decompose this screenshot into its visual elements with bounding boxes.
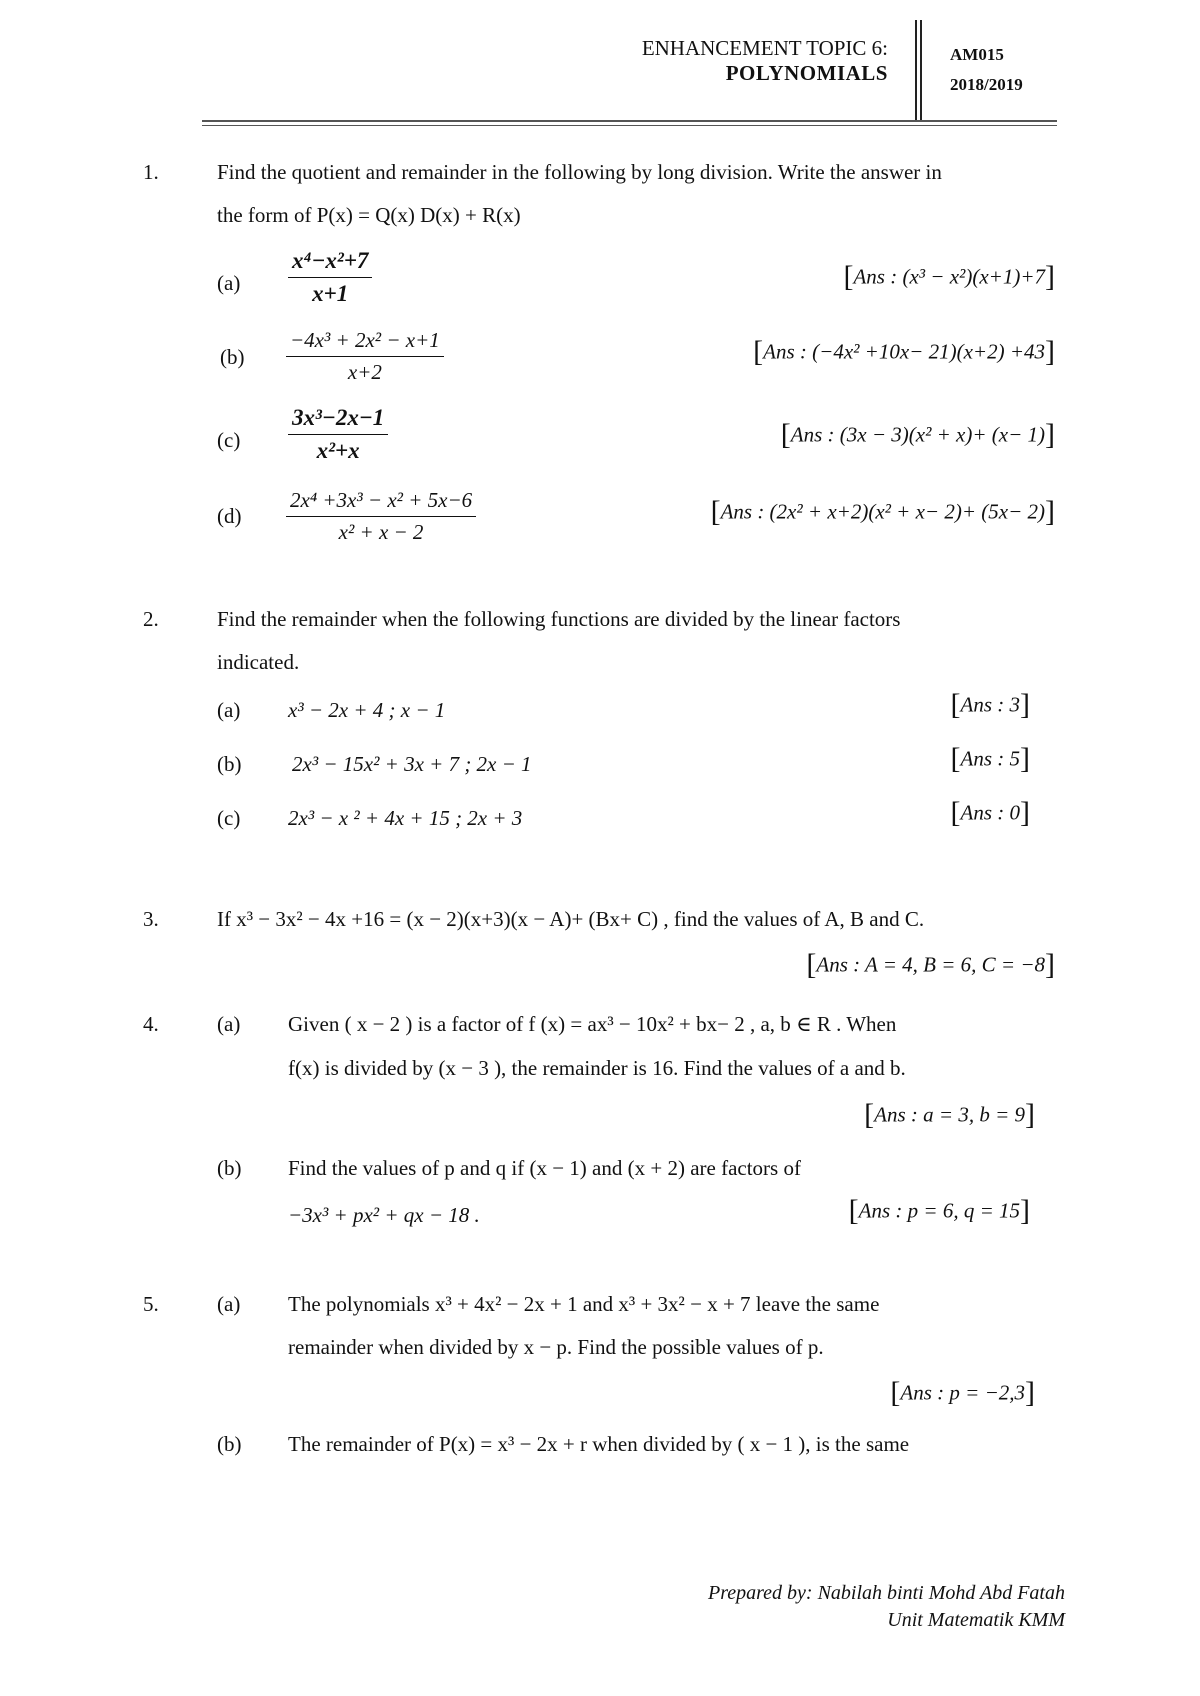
footer bbox=[708, 1580, 1065, 1634]
q4b-line1: Find the values of p and q if (x − 1) and (x + 2) are factors of bbox=[288, 1156, 801, 1180]
q2-number: 2. bbox=[143, 607, 159, 631]
q1c-fraction bbox=[288, 405, 388, 464]
q2c-answer: [Ans : 0] bbox=[950, 796, 1030, 829]
q4b-line2: −3x³ + px² + qx − 18 . bbox=[288, 1203, 480, 1227]
q4a-answer: [Ans : a = 3, b = 9] bbox=[864, 1098, 1035, 1131]
q1b-answer: [Ans : (−4x² +10x− 21)(x+2) +43] bbox=[753, 335, 1055, 368]
q4-number: 4. bbox=[143, 1012, 159, 1036]
q2b-label: (b) bbox=[217, 752, 242, 776]
q1a-denominator: x+1 bbox=[312, 281, 349, 306]
q1d-denominator: x² + x − 2 bbox=[338, 520, 424, 544]
q2a-answer: [Ans : 3] bbox=[950, 688, 1030, 721]
q5a-line2: remainder when divided by x − p. Find the possible values of p. bbox=[288, 1335, 824, 1359]
q1d-numerator: 2x⁴ +3x³ − x² + 5x−6 bbox=[286, 488, 476, 517]
q2c-expression: 2x³ − x ² + 4x + 15 ; 2x + 3 bbox=[288, 806, 523, 830]
q5b-label: (b) bbox=[217, 1432, 242, 1456]
q2b-expression: 2x³ − 15x² + 3x + 7 ; 2x − 1 bbox=[292, 752, 532, 776]
session: 2018/2019 bbox=[950, 75, 1023, 94]
q2a-label: (a) bbox=[217, 698, 241, 722]
q5a-label: (a) bbox=[217, 1292, 241, 1316]
q4b-answer: [Ans : p = 6, q = 15] bbox=[848, 1194, 1030, 1227]
header-topic bbox=[560, 36, 888, 86]
q1-text-line1: Find the quotient and remainder in the following by long division. Write the answer in bbox=[217, 160, 942, 184]
q1b-label: (b) bbox=[220, 345, 245, 369]
q5b-line1: The remainder of P(x) = x³ − 2x + r when divided by ( x − 1 ), is the same bbox=[288, 1432, 910, 1456]
q1b-numerator: −4x³ + 2x² − x+1 bbox=[286, 328, 444, 357]
topic-line1: ENHANCEMENT TOPIC 6: bbox=[641, 36, 888, 60]
course-code: AM015 bbox=[950, 45, 1004, 64]
q1b-fraction bbox=[286, 328, 444, 385]
q1d-label: (d) bbox=[217, 504, 242, 528]
q3-number: 3. bbox=[143, 907, 159, 931]
q5-number: 5. bbox=[143, 1292, 159, 1316]
q1c-answer: [Ans : (3x − 3)(x² + x)+ (x− 1)] bbox=[780, 418, 1055, 451]
q1b-denominator: x+2 bbox=[347, 360, 382, 384]
q1-number: 1. bbox=[143, 160, 159, 184]
q2a-expression: x³ − 2x + 4 ; x − 1 bbox=[288, 698, 446, 722]
footer-prepared-by: Prepared by: Nabilah binti Mohd Abd Fatah bbox=[707, 1582, 1065, 1604]
header-divider-1 bbox=[915, 20, 917, 120]
header-rule-2 bbox=[202, 125, 1057, 126]
q1d-answer: [Ans : (2x² + x+2)(x² + x− 2)+ (5x− 2)] bbox=[710, 495, 1055, 528]
footer-unit: Unit Matematik KMM bbox=[887, 1609, 1065, 1631]
q3-answer: [Ans : A = 4, B = 6, C = −8] bbox=[806, 948, 1055, 981]
q1a-numerator: x⁴−x²+7 bbox=[288, 248, 372, 278]
q5a-line1: The polynomials x³ + 4x² − 2x + 1 and x³ + 3x² − x + 7 leave the same bbox=[288, 1292, 880, 1316]
q1c-numerator: 3x³−2x−1 bbox=[288, 405, 388, 435]
q4a-label: (a) bbox=[217, 1012, 241, 1036]
q2-text-line2: indicated. bbox=[217, 650, 300, 674]
q2b-answer: [Ans : 5] bbox=[950, 742, 1030, 775]
q4a-line2: f(x) is divided by (x − 3 ), the remainder is 16. Find the values of a and b. bbox=[288, 1056, 906, 1080]
topic-line2: POLYNOMIALS bbox=[725, 61, 888, 85]
q2c-label: (c) bbox=[217, 806, 241, 830]
q1c-label: (c) bbox=[217, 428, 241, 452]
q1a-fraction bbox=[288, 248, 372, 307]
header-code-block bbox=[950, 40, 1023, 100]
header-divider-2 bbox=[920, 20, 922, 120]
q1-text-line2: the form of P(x) = Q(x) D(x) + R(x) bbox=[217, 203, 521, 227]
q3-text: If x³ − 3x² − 4x +16 = (x − 2)(x+3)(x − A)+ (Bx+ C) , find the values of A, B and C. bbox=[217, 907, 925, 931]
q1a-answer: [Ans : (x³ − x²)(x+1)+7] bbox=[843, 260, 1055, 293]
q1a-label: (a) bbox=[217, 271, 241, 295]
q5a-answer: [Ans : p = −2,3] bbox=[890, 1376, 1035, 1409]
q1c-denominator: x²+x bbox=[316, 438, 360, 463]
q4b-label: (b) bbox=[217, 1156, 242, 1180]
q2-text-line1: Find the remainder when the following functions are divided by the linear factors bbox=[217, 607, 901, 631]
header-rule-1 bbox=[202, 120, 1057, 122]
q4a-line1: Given ( x − 2 ) is a factor of f (x) = ax³ − 10x² + bx− 2 , a, b ∈ R . When bbox=[288, 1012, 897, 1036]
q1d-fraction bbox=[286, 488, 476, 545]
